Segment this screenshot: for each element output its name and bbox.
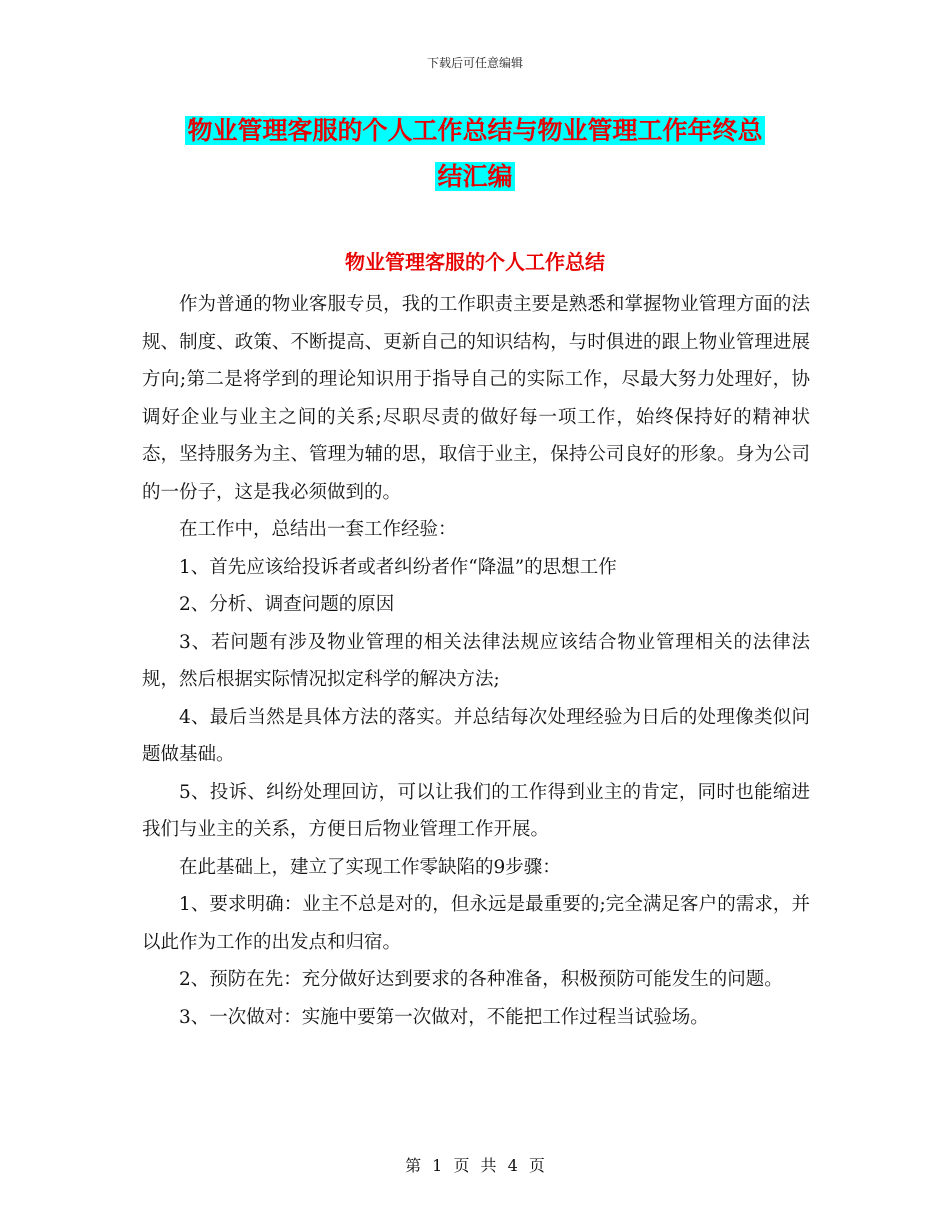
paragraph: 5、投诉、纠纷处理回访，可以让我们的工作得到业主的肯定，同时也能缩进我们与业主的关系，方便日后物业管理工作开展。 — [142, 781, 810, 840]
paragraph: 3、一次做对：实施中要第一次做对，不能把工作过程当试验场。 — [179, 1006, 709, 1028]
page-footer: 第 1 页 共 4 页 — [405, 1156, 545, 1175]
title-line-1: 物业管理客服的个人工作总结与物业管理工作年终总 — [187, 116, 763, 145]
paragraph: 2、分析、调查问题的原因 — [179, 594, 395, 615]
section-title: 物业管理客服的个人工作总结 — [345, 250, 605, 274]
paragraph: 在此基础上，建立了实现工作零缺陷的9步骤： — [179, 856, 561, 878]
paragraph: 在工作中，总结出一套工作经验： — [179, 519, 457, 540]
body-text — [142, 286, 810, 1036]
header-note: 下载后可任意编辑 — [426, 56, 523, 70]
paragraph: 作为普通的物业客服专员，我的工作职责主要是熟悉和掌握物业管理方面的法规、制度、政策、不断提高、更新自己的知识结构，与时俱进的跟上物业管理进展方向;第二是将学到的理论知识用于指导自己的实际工作，尽最大努力处理好，协调好企业与业主之间的关系;尽职尽责的做好每一项工作，始终保持好的精神状态，坚持服务为主、管理为辅的思，取信于业主，保持公司良好的形象。身为公司的一份子，这是我必须做到的。 — [142, 294, 810, 503]
paragraph: 1、要求明确：业主不总是对的，但永远是最重要的;完全满足客户的需求，并以此作为工作的出发点和归宿。 — [142, 894, 810, 953]
paragraph: 1、首先应该给投诉者或者纠纷者作“降温”的思想工作 — [179, 556, 617, 578]
title-line-2: 结汇编 — [437, 162, 513, 191]
paragraph: 4、最后当然是具体方法的落实。并总结每次处理经验为日后的处理像类似问题做基础。 — [142, 706, 810, 765]
document-title — [0, 108, 950, 200]
paragraph: 2、预防在先：充分做好达到要求的各种准备，积极预防可能发生的问题。 — [179, 969, 783, 990]
paragraph: 3、若问题有涉及物业管理的相关法律法规应该结合物业管理相关的法律法规，然后根据实际情况拟定科学的解决方法; — [142, 631, 810, 690]
